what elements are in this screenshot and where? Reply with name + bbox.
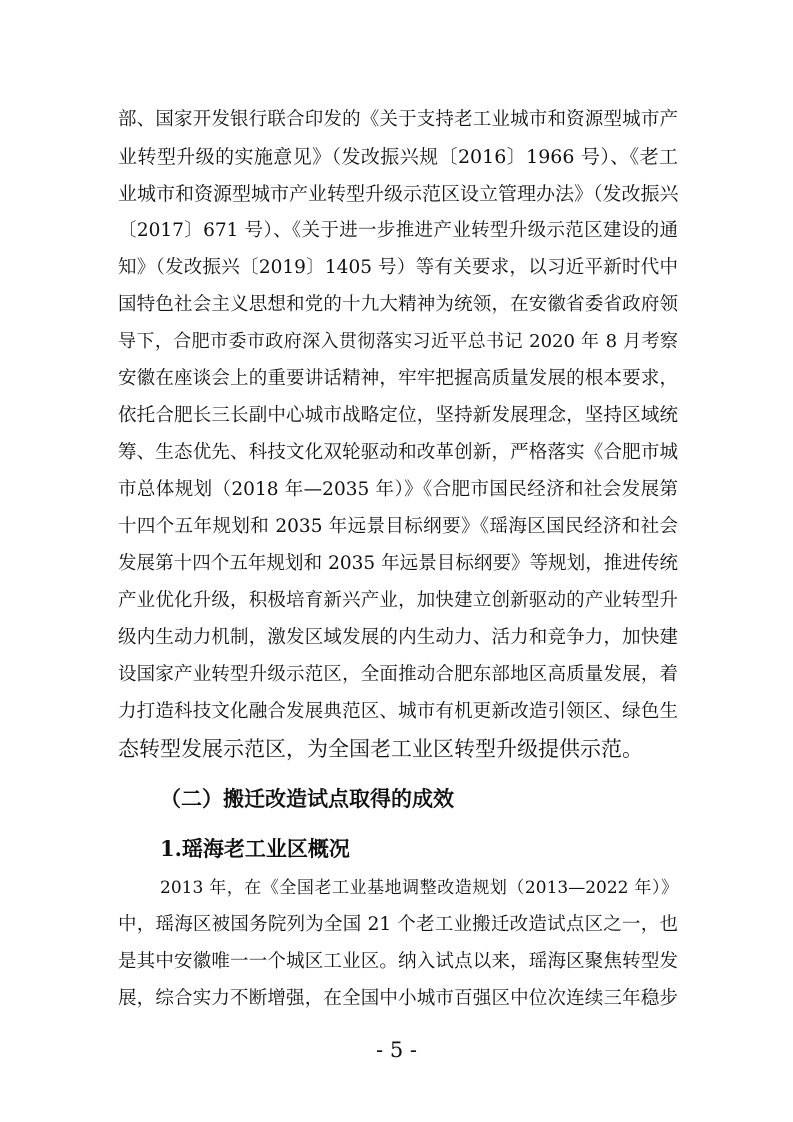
text-line: 产业优化升级，积极培育新兴产业，加快建立创新驱动的产业转型升: [118, 590, 678, 611]
text-line: 导下，合肥市委市政府深入贯彻落实习近平总书记 2020 年 8 月考察: [118, 331, 678, 352]
text-line: 国特色社会主义思想和党的十九大精神为统领，在安徽省委省政府领: [118, 294, 678, 315]
text-line: 安徽在座谈会上的重要讲话精神，牢牢把握高质量发展的根本要求，: [118, 368, 678, 389]
text-line: 依托合肥长三长副中心城市战略定位，坚持新发展理念，坚持区域统: [118, 405, 678, 426]
text-line: 业转型升级的实施意见》（发改振兴规〔2016〕1966 号）、《老工: [118, 146, 678, 168]
text-line: 知》（发改振兴〔2019〕1405 号）等有关要求，以习近平新时代中: [118, 257, 678, 278]
text-line: 2013 年，在《全国老工业基地调整改造规划（2013—2022 年）》: [160, 878, 678, 898]
text-line: 业城市和资源型城市产业转型升级示范区设立管理办法》（发改振兴: [118, 183, 679, 205]
subsection-heading: 1.瑶海老工业区概况: [160, 836, 350, 861]
text-line: 发展第十四个五年规划和 2035 年远景目标纲要》等规划，推进传统: [118, 553, 678, 574]
page-number: - 5 -: [376, 1038, 417, 1062]
text-line: 展，综合实力不断增强，在全国中小城市百强区中位次连续三年稳步: [118, 988, 678, 1009]
text-line: 力打造科技文化融合发展典范区、城市有机更新改造引领区、绿色生: [118, 701, 678, 722]
text-line: 态转型发展示范区，为全国老工业区转型升级提供示范。: [118, 737, 643, 761]
text-line: 市总体规划（2018 年—2035 年）》《合肥市国民经济和社会发展第: [118, 479, 678, 500]
text-line: 是其中安徽唯一一个城区工业区。纳入试点以来，瑶海区聚焦转型发: [118, 951, 678, 972]
text-line: 〔2017〕671 号）、《关于进一步推进产业转型升级示范区建设的通: [118, 220, 678, 241]
text-line: 筹、生态优先、科技文化双轮驱动和改革创新，严格落实《合肥市城: [118, 442, 678, 463]
text-line: 中，瑶海区被国务院列为全国 21 个老工业搬迁改造试点区之一，也: [118, 914, 678, 935]
text-line: 部、国家开发银行联合印发的《关于支持老工业城市和资源型城市产: [118, 109, 678, 130]
text-line: 级内生动力机制，激发区域发展的内生动力、活力和竞争力，加快建: [118, 627, 678, 648]
text-line: 设国家产业转型升级示范区，全面推动合肥东部地区高质量发展，着: [118, 664, 678, 685]
text-line: 十四个五年规划和 2035 年远景目标纲要》《瑶海区国民经济和社会: [118, 516, 678, 537]
section-heading: （二）搬迁改造试点取得的成效: [160, 786, 454, 811]
